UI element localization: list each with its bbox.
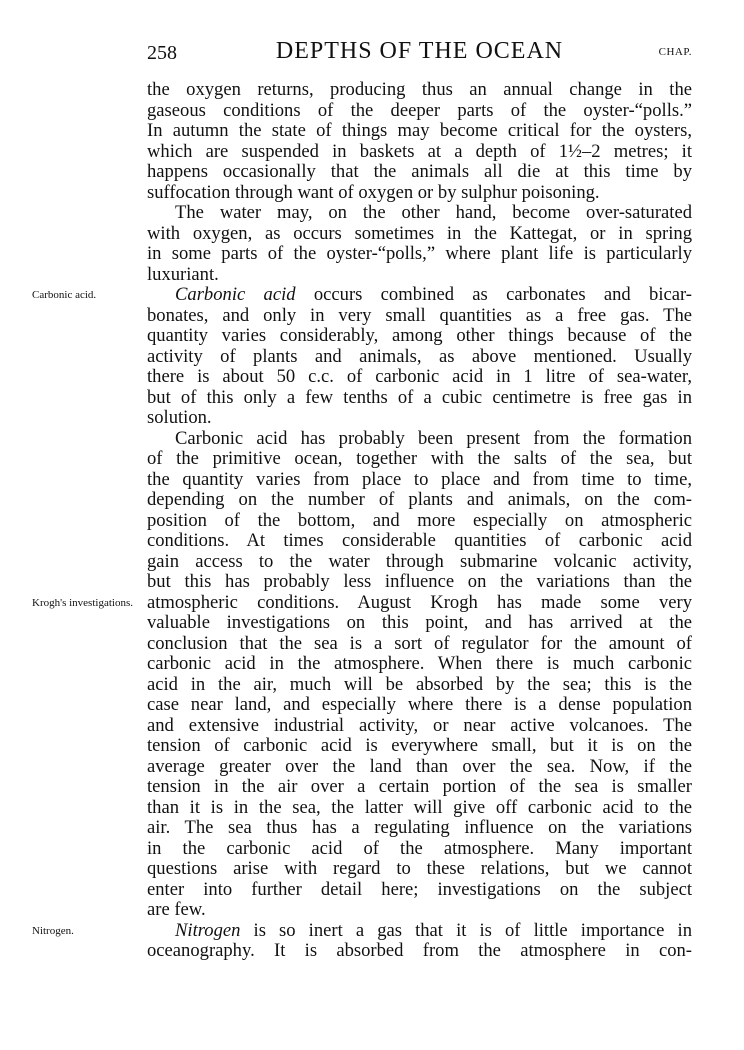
line-text: are few. xyxy=(147,899,206,920)
italic-term: Nitrogen xyxy=(175,919,241,941)
text-line xyxy=(147,941,692,962)
line-text: position of the bottom, and more especially on atmospheric xyxy=(147,509,692,531)
text-line xyxy=(147,183,692,204)
line-text: conditions. At times considerable quantities of carbonic acid xyxy=(147,530,692,551)
line-text: case near land, and especially where there is a dense population xyxy=(147,694,692,715)
page-number: 258 xyxy=(147,42,177,64)
text-line xyxy=(147,326,692,347)
margin-note: Nitrogen. xyxy=(32,924,74,937)
text-line xyxy=(147,798,692,819)
body-text xyxy=(32,79,692,962)
text-line xyxy=(147,613,692,634)
line-text: luxuriant. xyxy=(147,263,219,285)
text-line xyxy=(147,224,692,245)
line-text: questions arise with regard to these relations, but we cannot xyxy=(147,858,692,879)
line-text: with oxygen, as occurs sometimes in the Kattegat, or in spring xyxy=(147,222,692,244)
text-line xyxy=(147,552,692,573)
text-line xyxy=(147,818,692,839)
text-line xyxy=(147,121,692,142)
text-line xyxy=(147,162,692,183)
text-line xyxy=(147,900,692,921)
line-text: gaseous conditions of the deeper parts of the oyster-“polls.” xyxy=(147,99,692,121)
text-line xyxy=(147,203,692,224)
running-title: DEPTHS OF THE OCEAN xyxy=(275,38,564,64)
line-text: but of this only a few tenths of a cubic centimetre is free gas in xyxy=(147,386,692,408)
line-text: there is about 50 c.c. of carbonic acid in 1 litre of sea-water, xyxy=(147,366,692,387)
line-text: occurs combined as carbonates and bicar- xyxy=(295,284,692,305)
text-line xyxy=(147,757,692,778)
line-text: happens occasionally that the animals all die at this time by xyxy=(147,161,692,182)
line-text: carbonic acid in the atmosphere. When there is much carbonic xyxy=(147,653,692,674)
line-text: which are suspended in baskets at a depth of 1½–2 metres; it xyxy=(147,140,692,162)
line-text: valuable investigations on this point, and has arrived at the xyxy=(147,612,692,633)
text-line xyxy=(147,80,692,101)
line-text: acid in the air, much will be absorbed by the sea; this is the xyxy=(147,673,692,695)
line-text: bonates, and only in very small quantities as a free gas. The xyxy=(147,304,692,326)
line-text: oceanography. It is absorbed from the atmosphere in con- xyxy=(147,940,692,961)
line-text: solution. xyxy=(147,407,212,428)
line-text: atmospheric conditions. August Krogh has made some very xyxy=(147,591,692,613)
text-line xyxy=(147,429,692,450)
text-line xyxy=(147,511,692,532)
line-text: activity of plants and animals, as above mentioned. Usually xyxy=(147,345,692,367)
line-text: In autumn the state of things may become critical for the oysters, xyxy=(147,120,692,141)
line-text: air. The sea thus has a regulating influence on the variations xyxy=(147,817,692,838)
line-text: conclusion that the sea is a sort of regulator for the amount of xyxy=(147,632,692,654)
line-text: but this has probably less influence on the variations than the xyxy=(147,571,692,592)
text-line xyxy=(147,367,692,388)
text-line xyxy=(147,531,692,552)
margin-note: Krogh's investigations. xyxy=(32,596,133,609)
line-text: suffocation through want of oxygen or by sulphur poisoning. xyxy=(147,181,600,203)
text-line xyxy=(147,470,692,491)
line-text: quantity varies considerably, among other things because of the xyxy=(147,325,692,346)
text-line xyxy=(147,347,692,368)
margin-note: Carbonic acid. xyxy=(32,289,97,301)
text-line xyxy=(147,777,692,798)
text-line xyxy=(147,859,692,880)
text-line xyxy=(147,449,692,470)
line-text: Carbonic acid has probably been present from the formation xyxy=(175,427,692,449)
page-header xyxy=(147,38,692,68)
chapter-label: CHAP. xyxy=(658,46,692,58)
text-line xyxy=(147,634,692,655)
text-line xyxy=(147,921,692,942)
line-text: enter into further detail here; investigations on the subject xyxy=(147,878,692,900)
text-line xyxy=(147,244,692,265)
line-text: is so inert a gas that it is of little importance in xyxy=(240,919,692,941)
text-line xyxy=(147,880,692,901)
text-line xyxy=(147,265,692,286)
text-line xyxy=(147,490,692,511)
italic-term: Carbonic acid xyxy=(175,284,296,305)
line-text: the oxygen returns, producing thus an annual change in the xyxy=(147,79,692,100)
line-text: gain access to the water through submarine volcanic activity, xyxy=(147,550,692,572)
text-line xyxy=(147,408,692,429)
text-line xyxy=(147,839,692,860)
line-text: average greater over the land than over the sea. Now, if the xyxy=(147,755,692,777)
text-line xyxy=(147,572,692,593)
text-line xyxy=(147,142,692,163)
text-line xyxy=(147,716,692,737)
text-line xyxy=(147,101,692,122)
text-line xyxy=(147,285,692,306)
line-text: in some parts of the oyster-“polls,” where plant life is particularly xyxy=(147,243,692,264)
line-text: of the primitive ocean, together with the salts of the sea, but xyxy=(147,448,692,469)
line-text: The water may, on the other hand, become over-saturated xyxy=(175,202,692,223)
text-line xyxy=(147,306,692,327)
line-text: the quantity varies from place to place and from time to time, xyxy=(147,468,692,490)
text-line xyxy=(147,736,692,757)
text-line xyxy=(147,593,692,614)
line-text: and extensive industrial activity, or near active volcanoes. The xyxy=(147,714,692,736)
text-line xyxy=(147,654,692,675)
text-line xyxy=(147,675,692,696)
line-text: tension of carbonic acid is everywhere small, but it is on the xyxy=(147,735,692,756)
line-text: in the carbonic acid of the atmosphere. Many important xyxy=(147,837,692,859)
line-text: depending on the number of plants and animals, on the com- xyxy=(147,489,692,510)
text-line xyxy=(147,695,692,716)
text-line xyxy=(147,388,692,409)
line-text: than it is in the sea, the latter will give off carbonic acid to the xyxy=(147,796,692,818)
line-text: tension in the air over a certain portion of the sea is smaller xyxy=(147,776,692,797)
